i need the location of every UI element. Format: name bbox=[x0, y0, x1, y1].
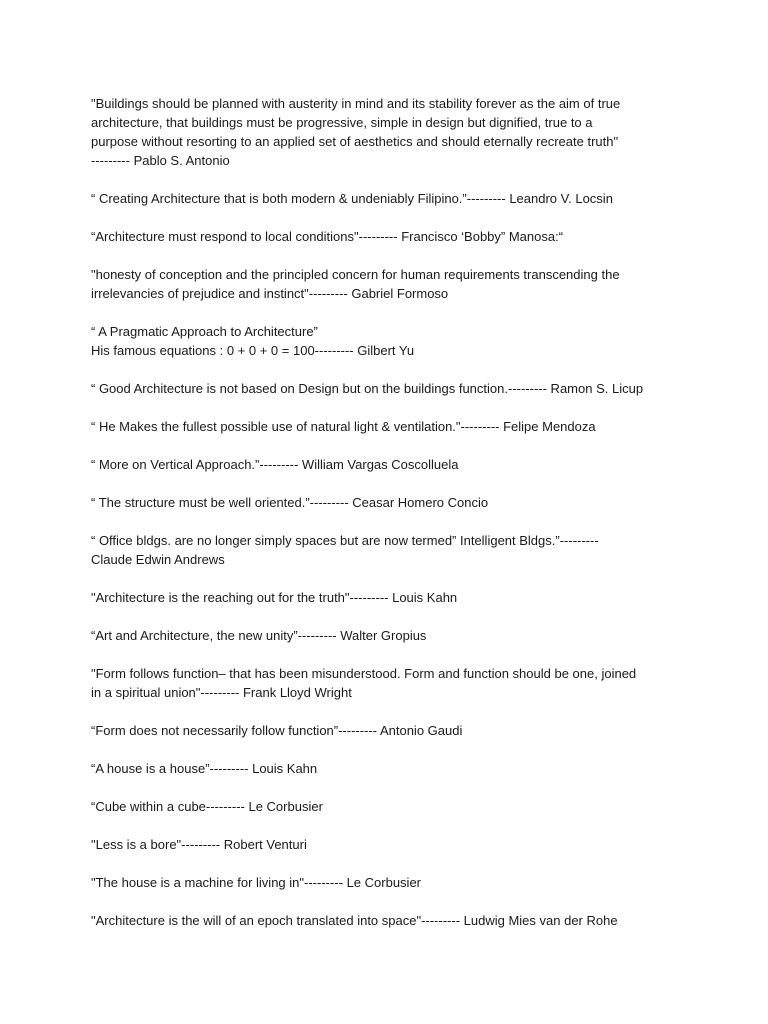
quote-line: “Architecture must respond to local conditions"--------- Francisco ‘Bobby” Manosa:“ bbox=[91, 229, 564, 244]
quote-line: "Architecture is the reaching out for the truth"--------- Louis Kahn bbox=[91, 590, 458, 605]
quote-paragraph bbox=[91, 189, 691, 208]
quote-line: “ Good Architecture is not based on Design but on the buildings function.--------- Ramon S. Licup bbox=[91, 381, 644, 396]
quote-line: "The house is a machine for living in"--------- Le Corbusier bbox=[91, 875, 422, 890]
quote-paragraph bbox=[91, 721, 691, 740]
quote-line: "Form follows function– that has been misunderstood. Form and function should be one, joined bbox=[91, 666, 637, 681]
quote-line: Claude Edwin Andrews bbox=[91, 552, 225, 567]
quote-line: purpose without resorting to an applied set of aesthetics and should eternally recreate truth" bbox=[91, 134, 619, 149]
quote-line: “ He Makes the fullest possible use of natural light & ventilation."--------- Felipe Mendoza bbox=[91, 419, 596, 434]
quote-line: “ Office bldgs. are no longer simply spaces but are now termed” Intelligent Bldgs.”--------- bbox=[91, 533, 599, 548]
quote-line: “A house is a house”--------- Louis Kahn bbox=[91, 761, 318, 776]
quote-paragraph bbox=[91, 664, 691, 702]
quote-line: “ Creating Architecture that is both modern & undeniably Filipino.”--------- Leandro V. Locsin bbox=[91, 191, 613, 206]
quote-line: “Form does not necessarily follow function”--------- Antonio Gaudi bbox=[91, 723, 463, 738]
document-page bbox=[91, 94, 691, 949]
quote-paragraph bbox=[91, 322, 691, 360]
quote-line: "Buildings should be planned with austerity in mind and its stability forever as the aim of true bbox=[91, 96, 621, 111]
quote-line: "Less is a bore"--------- Robert Venturi bbox=[91, 837, 307, 852]
quote-paragraph bbox=[91, 265, 691, 303]
quote-line: “ A Pragmatic Approach to Architecture” bbox=[91, 324, 318, 339]
quote-line: irrelevancies of prejudice and instinct"--------- Gabriel Formoso bbox=[91, 286, 449, 301]
quote-paragraph bbox=[91, 759, 691, 778]
quote-line: “ The structure must be well oriented.”--------- Ceasar Homero Concio bbox=[91, 495, 489, 510]
quote-paragraph bbox=[91, 626, 691, 645]
quote-line: "Architecture is the will of an epoch translated into space"--------- Ludwig Mies van der Rohe bbox=[91, 913, 618, 928]
quote-paragraph bbox=[91, 531, 691, 569]
quote-list bbox=[91, 94, 691, 930]
quote-paragraph bbox=[91, 797, 691, 816]
quote-paragraph bbox=[91, 417, 691, 436]
quote-paragraph bbox=[91, 835, 691, 854]
quote-paragraph bbox=[91, 94, 691, 170]
quote-paragraph bbox=[91, 379, 691, 398]
quote-paragraph bbox=[91, 911, 691, 930]
quote-line: in a spiritual union"--------- Frank Lloyd Wright bbox=[91, 685, 352, 700]
quote-line: “ More on Vertical Approach.”--------- William Vargas Coscolluela bbox=[91, 457, 459, 472]
quote-line: architecture, that buildings must be progressive, simple in design but dignified, true to a bbox=[91, 115, 593, 130]
quote-line: “Art and Architecture, the new unity”--------- Walter Gropius bbox=[91, 628, 427, 643]
quote-line: “Cube within a cube--------- Le Corbusier bbox=[91, 799, 323, 814]
quote-paragraph bbox=[91, 873, 691, 892]
quote-line: His famous equations : 0 + 0 + 0 = 100--------- Gilbert Yu bbox=[91, 343, 415, 358]
quote-paragraph bbox=[91, 493, 691, 512]
quote-paragraph bbox=[91, 588, 691, 607]
quote-line: "honesty of conception and the principled concern for human requirements transcending the bbox=[91, 267, 620, 282]
quote-line: --------- Pablo S. Antonio bbox=[91, 153, 230, 168]
quote-paragraph bbox=[91, 227, 691, 246]
quote-paragraph bbox=[91, 455, 691, 474]
